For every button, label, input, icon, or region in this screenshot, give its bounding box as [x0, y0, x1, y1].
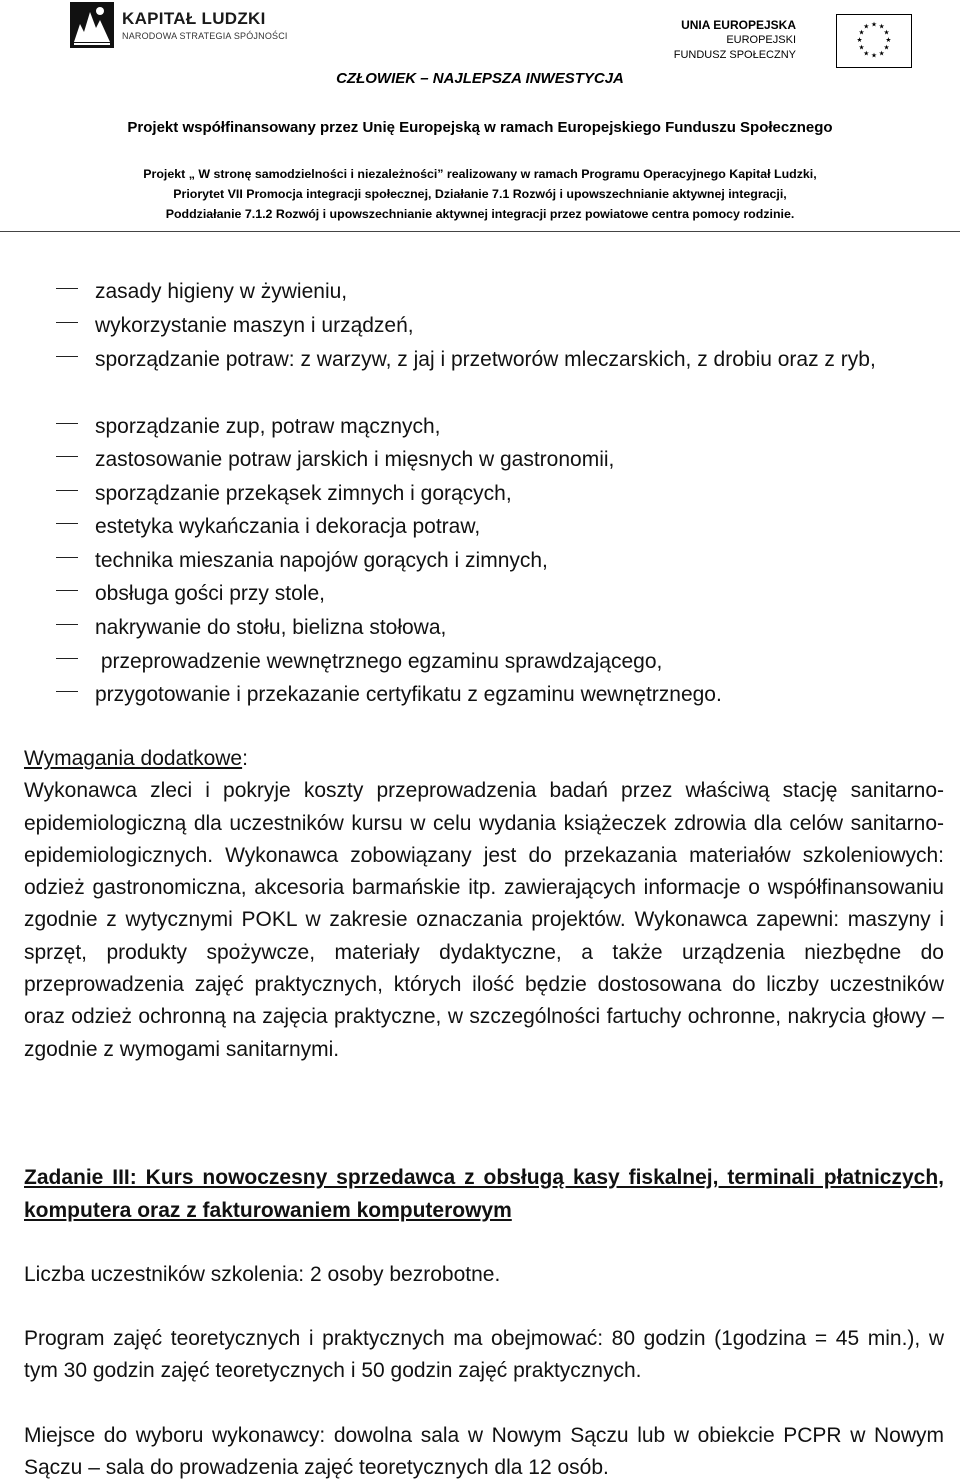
cofinancing-line: Projekt współfinansowany przez Unię Europejską w ramach Europejskiego Funduszu Społecznego — [127, 119, 833, 136]
requirements-label: Wymagania dodatkowe — [24, 747, 243, 770]
list-item-text: obsługa gości przy stole, — [95, 582, 325, 605]
svg-text:★: ★ — [870, 20, 878, 29]
dash-bullet — [56, 423, 78, 424]
project-info-line-3: Poddziałanie 7.1.2 Rozwój i upowszechnianie aktywnej integracji przez powiatowe centra pomocy rodzinie. — [165, 207, 795, 221]
svg-text:★: ★ — [858, 43, 865, 52]
participants-count: Liczba uczestników szkolenia: 2 osoby bezrobotne. — [24, 1263, 501, 1286]
requirements-colon: : — [242, 747, 248, 770]
dash-bullet — [56, 624, 78, 625]
list-item-text: wykorzystanie maszyn i urządzeń, — [95, 314, 414, 337]
list-item-text: przygotowanie i przekazanie certyfikatu z egzaminu wewnętrznego. — [95, 683, 722, 706]
eu-logo-line-3: FUNDUSZ SPOŁECZNY — [673, 49, 796, 61]
eu-flag-icon — [836, 14, 912, 68]
list-item-text: technika mieszania napojów gorących i zimnych, — [95, 549, 548, 572]
list-item-text: sporządzanie przekąsek zimnych i gorących, — [95, 482, 512, 505]
task-3-heading: Zadanie III: Kurs nowoczesny sprzedawca z obsługą kasy fiskalnej, terminali płatniczych, komputera oraz z fakturowaniem komputerowym — [24, 1166, 944, 1222]
kapital-ludzki-title: KAPITAŁ LUDZKI — [122, 9, 266, 28]
svg-text:★: ★ — [856, 35, 863, 44]
eu-logo — [673, 14, 912, 70]
svg-text:★: ★ — [878, 22, 885, 31]
list-item-text: zasady higieny w żywieniu, — [95, 280, 348, 303]
list-item-text: nakrywanie do stołu, bielizna stołowa, — [95, 616, 447, 639]
dash-bullet — [56, 658, 78, 659]
dash-bullet — [56, 691, 78, 692]
svg-text:★: ★ — [883, 43, 890, 52]
svg-text:★: ★ — [885, 35, 892, 44]
dash-bullet — [56, 322, 78, 323]
svg-text:★: ★ — [883, 28, 890, 37]
eu-logo-line-2: EUROPEJSKI — [726, 34, 796, 46]
document-header — [0, 0, 960, 236]
kapital-ludzki-logo — [70, 2, 300, 52]
dash-bullet — [56, 557, 78, 558]
dash-bullet — [56, 356, 78, 357]
list-item-text: estetyka wykańczania i dekoracja potraw, — [95, 515, 481, 538]
eu-logo-line-1: UNIA EUROPEJSKA — [681, 18, 796, 32]
dash-bullet — [56, 288, 78, 289]
svg-text:★: ★ — [878, 49, 885, 58]
requirements-text: Wykonawca zleci i pokryje koszty przeprowadzenia badań przez właściwą stację sanitarno-epidemiologiczną dla uczestników kursu w celu wydania książeczek zdrowia dla celów sanitarno-epidemiologicznych. Wykonawca zobowiązany jest do przekazania materiałów szkoleniowych: odzież gastronomiczna, akcesoria barmańskie itp. zawierających informacje o współfinansowaniu zgodnie z wytycznymi POKL w zakresie oznaczania projektów. Wykonawca zapewni: maszyny i sprzęt, produkty spożywcze, materiały dydaktyczne, a także urządzenia niezbędne do przeprowadzenia zajęć praktycznych, których ilość będzie dostosowana do liczby uczestników oraz odzież ochronną na zajęcia praktyczne, w szczególności fartuchy ochronne, nakrycia głowy – zgodnie z wymogami sanitarnymi. — [24, 779, 944, 1061]
svg-text:★: ★ — [863, 22, 870, 31]
dash-bullet — [56, 590, 78, 591]
header-divider — [0, 231, 960, 232]
slogan: CZŁOWIEK – NAJLEPSZA INWESTYCJA — [336, 70, 624, 87]
svg-text:★: ★ — [870, 51, 878, 60]
kapital-ludzki-subtitle: NARODOWA STRATEGIA SPÓJNOŚCI — [122, 31, 288, 41]
list-item-text: sporządzanie potraw: z warzyw, z jaj i przetworów mleczarskich, z drobiu oraz z ryb, — [95, 348, 876, 371]
kapital-ludzki-emblem-icon — [70, 2, 114, 48]
list-item-text: zastosowanie potraw jarskich i mięsnych w gastronomii, — [95, 448, 615, 471]
project-info-line-1: Projekt „ W stronę samodzielności i niezależności” realizowany w ramach Programu Operacyjnego Kapitał Ludzki, — [143, 167, 817, 181]
additional-requirements — [24, 743, 944, 1066]
program-hours: Program zajęć teoretycznych i praktycznych ma obejmować: 80 godzin (1godzina = 45 min.), w tym 30 godzin zajęć teoretycznych i 50 godzin zajęć praktycznych. — [24, 1327, 944, 1382]
dash-bullet — [56, 456, 78, 457]
svg-text:★: ★ — [863, 49, 870, 58]
dash-bullet — [56, 490, 78, 491]
list-item-text: sporządzanie zup, potraw mącznych, — [95, 415, 441, 438]
training-location: Miejsce do wyboru wykonawcy: dowolna sala w Nowym Sączu lub w obiekcie PCPR w Nowym Sączu – sala do prowadzenia zajęć teoretycznych dla 12 osób. — [24, 1424, 944, 1479]
svg-text:★: ★ — [858, 28, 865, 37]
project-info-line-2: Priorytet VII Promocja integracji społecznej, Działanie 7.1 Rozwój i upowszechnianie aktywnej integracji, — [173, 187, 787, 201]
dash-bullet — [56, 523, 78, 524]
list-item-text: przeprowadzenie wewnętrznego egzaminu sprawdzającego, — [95, 650, 663, 673]
